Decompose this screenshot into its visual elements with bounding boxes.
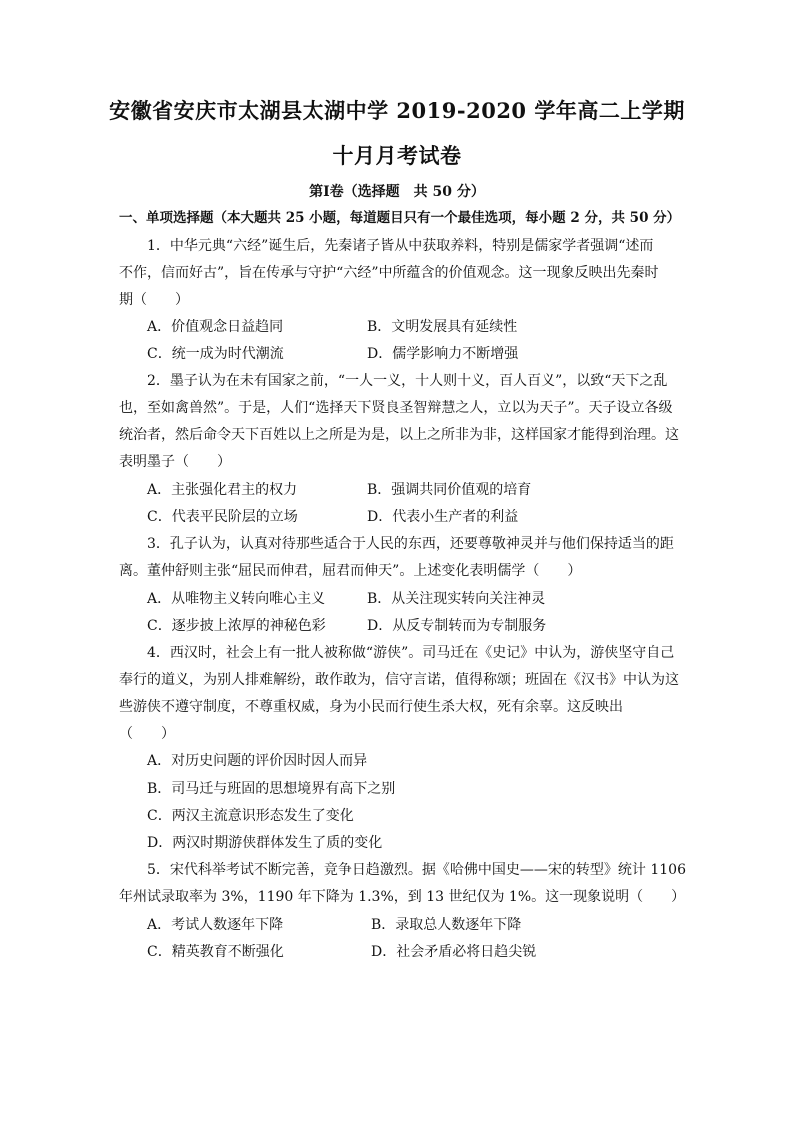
question-3-line-2: 离。董仲舒则主张“屈民而伸君，屈君而伸天”。上述变化表明儒学（ ） [119, 563, 582, 579]
question-5-option-b: B．录取总人数逐年下降 [371, 917, 522, 933]
question-5-line-2: 年州试录取率为 3%，1190 年下降为 1.3%，到 13 世纪仅为 1%。这一现象说明（ ） [119, 889, 686, 905]
question-1-option-c: C．统一成为时代潮流 [147, 346, 284, 362]
question-3-line-1: 3．孔子认为，认真对待那些适合于人民的东西，还要尊敬神灵并与他们保持适当的距 [147, 536, 674, 552]
question-5-option-c: C．精英教育不断强化 [147, 944, 284, 960]
question-4-option-a: A．对历史问题的评价因时因人而异 [147, 753, 368, 769]
question-4-option-b: B．司马迁与班固的思想境界有高下之别 [147, 781, 396, 797]
question-3-option-c: C．逐步披上浓厚的神秘色彩 [147, 618, 326, 634]
question-1-option-d: D．儒学影响力不断增强 [367, 346, 519, 362]
question-3-option-b: B．从关注现实转向关注神灵 [367, 591, 546, 607]
question-4-option-c: C．两汉主流意识形态发生了变化 [147, 808, 354, 824]
question-5-option-d: D．社会矛盾必将日趋尖锐 [371, 944, 537, 960]
question-4-line-4: （ ） [119, 726, 175, 742]
question-4-line-3: 些游侠不遵守制度，不尊重权威，身为小民而行使生杀大权，死有余辜。这反映出 [119, 699, 623, 715]
question-3-option-a: A．从唯物主义转向唯心主义 [147, 591, 326, 607]
question-5-line-1: 5．宋代科举考试不断完善，竞争日趋激烈。据《哈佛中国史——宋的转型》统计 1106 [147, 862, 686, 878]
question-2-option-c: C．代表平民阶层的立场 [147, 509, 298, 525]
section-heading: 一、单项选择题（本大题共 25 小题，每道题目只有一个最佳选项，每小题 2 分，共 50 分） [119, 210, 681, 226]
exam-title-line2: 十月月考试卷 [332, 143, 462, 168]
question-1-option-b: B．文明发展具有延续性 [367, 319, 518, 335]
question-4-line-1: 4．西汉时，社会上有一批人被称做“游侠”。司马迁在《史记》中认为，游侠坚守自己 [147, 645, 675, 661]
question-2-option-d: D．代表小生产者的利益 [367, 509, 519, 525]
question-1-option-a: A．价值观念日益趋同 [147, 319, 284, 335]
question-2-line-3: 统治者，然后命令天下百姓以上之所是为是，以上之所非为非，这样国家才能得到治理。这 [119, 427, 679, 443]
question-2-line-2: 也，至如禽兽然”。于是，人们“选择天下贤良圣智辩慧之人，立以为天子”。天子设立各级 [119, 400, 673, 416]
question-3-option-d: D．从反专制转而为专制服务 [367, 618, 547, 634]
question-2-option-a: A．主张强化君主的权力 [147, 482, 298, 498]
question-5-option-a: A．考试人数逐年下降 [147, 917, 284, 933]
question-2-option-b: B．强调共同价值观的培育 [367, 482, 532, 498]
question-4-option-d: D．两汉时期游侠群体发生了质的变化 [147, 835, 383, 851]
question-1-line-1: 1．中华元典“六经”诞生后，先秦诸子皆从中获取养料，特别是儒家学者强调“述而 [147, 238, 654, 254]
question-1-line-2: 不作，信而好古”，旨在传承与守护“六经”中所蕴含的价值观念。这一现象反映出先秦时 [119, 265, 659, 281]
exam-title-line1: 安徽省安庆市太湖县太湖中学 2019-2020 学年高二上学期 [109, 98, 685, 123]
question-4-line-2: 奉行的道义，为别人排难解纷，敢作敢为，信守言诺，值得称颂；班固在《汉书》中认为这 [119, 672, 679, 688]
question-2-line-1: 2．墨子认为在未有国家之前，“一人一义，十人则十义，百人百义”，以致“天下之乱 [147, 373, 668, 389]
question-2-line-4: 表明墨子（ ） [119, 454, 231, 470]
volume-heading: 第Ⅰ卷（选择题 共 50 分） [309, 184, 485, 200]
question-1-line-3: 期（ ） [119, 292, 189, 308]
